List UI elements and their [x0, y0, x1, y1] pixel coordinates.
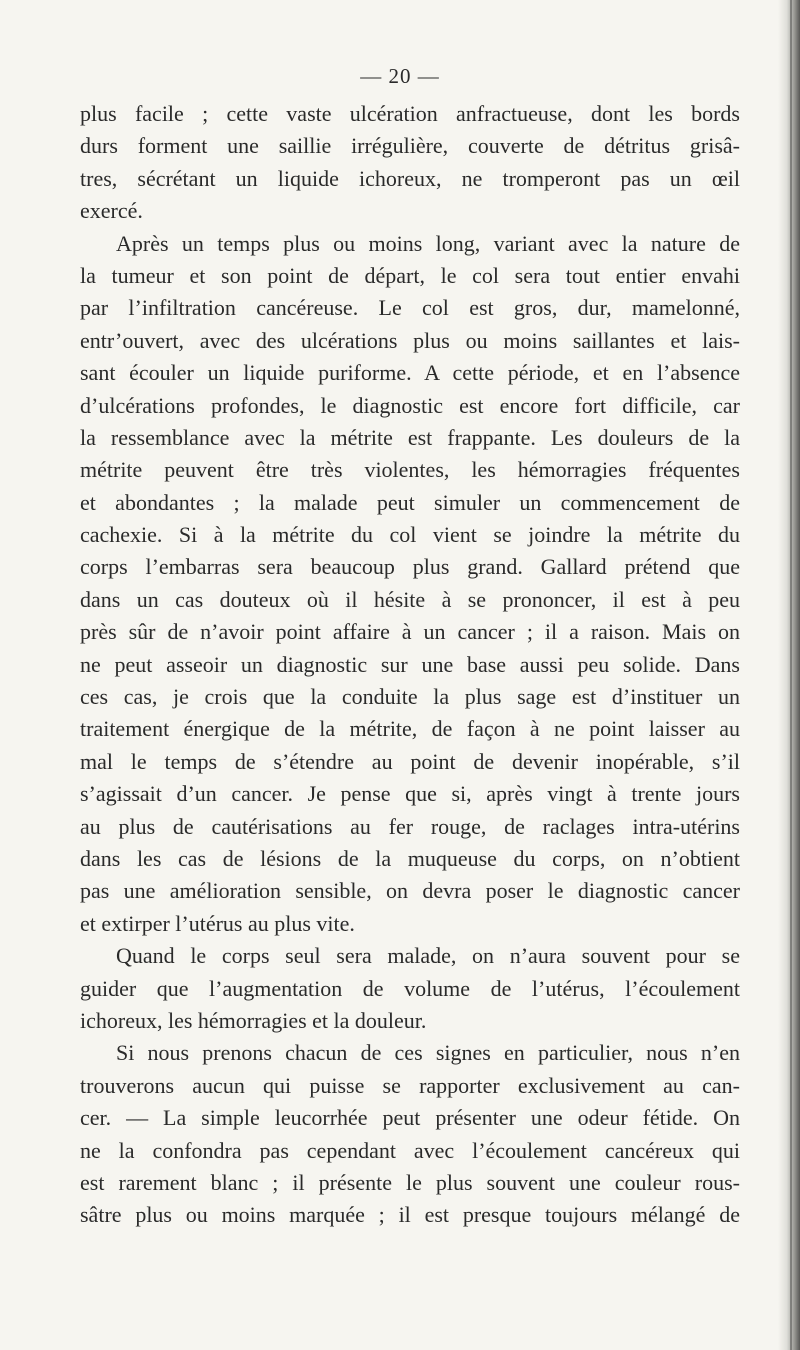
text-line: durs forment une saillie irrégulière, couverte de détritus grisâ-	[80, 133, 740, 159]
text-line: d’ulcérations profondes, le diagnostic est encore fort difficile, car	[80, 392, 740, 418]
text-line: cachexie. Si à la métrite du col vient se joindre la métrite du	[80, 522, 740, 548]
text-line: ne la confondra pas cependant avec l’écoulement cancéreux qui	[80, 1137, 740, 1163]
text-line: entr’ouvert, avec des ulcérations plus ou moins saillantes et lais-	[80, 327, 740, 353]
text-line: ne peut asseoir un diagnostic sur une base aussi peu solide. Dans	[80, 651, 740, 677]
page-number: — 20 —	[360, 64, 440, 88]
text-line: plus facile ; cette vaste ulcération anfractueuse, dont les bords	[80, 101, 740, 126]
text-line: Si nous prenons chacun de ces signes en particulier, nous n’en	[116, 1040, 740, 1066]
text-line: la ressemblance avec la métrite est frappante. Les douleurs de la	[80, 424, 740, 450]
text-line: est rarement blanc ; il présente le plus souvent une couleur rous-	[80, 1169, 740, 1195]
text-line: trouverons aucun qui puisse se rapporter exclusivement au can-	[80, 1072, 740, 1098]
text-line: dans un cas douteux où il hésite à se prononcer, il est à peu	[80, 586, 740, 612]
text-line: Après un temps plus ou moins long, variant avec la nature de	[116, 230, 740, 256]
page-edge-line	[790, 0, 792, 1350]
text-line: métrite peuvent être très violentes, les hémorragies fréquentes	[80, 457, 740, 483]
text-line: s’agissait d’un cancer. Je pense que si, après vingt à trente jours	[80, 781, 740, 807]
text-line: ces cas, je crois que la conduite la plus sage est d’instituer un	[80, 684, 740, 710]
text-line: et extirper l’utérus au plus vite.	[80, 910, 355, 936]
page-edge-shadow	[778, 0, 800, 1350]
text-line: ichoreux, les hémorragies et la douleur.	[80, 1007, 427, 1033]
body-text	[80, 98, 740, 1232]
text-line: corps l’embarras sera beaucoup plus grand. Gallard prétend que	[80, 554, 740, 580]
text-line: exercé.	[80, 198, 143, 224]
text-line: près sûr de n’avoir point affaire à un cancer ; il a raison. Mais on	[80, 619, 740, 645]
text-line: la tumeur et son point de départ, le col sera tout entier envahi	[80, 262, 740, 288]
text-line: guider que l’augmentation de volume de l’utérus, l’écoulement	[80, 975, 740, 1001]
text-line: traitement énergique de la métrite, de façon à ne point laisser au	[80, 716, 740, 742]
text-line: Quand le corps seul sera malade, on n’aura souvent pour se	[116, 943, 740, 969]
text-line: tres, sécrétant un liquide ichoreux, ne tromperont pas un œil	[80, 165, 740, 191]
text-line: et abondantes ; la malade peut simuler un commencement de	[80, 489, 740, 515]
text-line: mal le temps de s’étendre au point de devenir inopérable, s’il	[80, 748, 740, 774]
text-line: sâtre plus ou moins marquée ; il est presque toujours mélangé de	[80, 1202, 740, 1228]
text-line: dans les cas de lésions de la muqueuse du corps, on n’obtient	[80, 845, 740, 871]
text-line: pas une amélioration sensible, on devra poser le diagnostic cancer	[80, 878, 740, 904]
text-line: sant écouler un liquide puriforme. A cette période, et en l’absence	[80, 360, 740, 386]
text-line: cer. — La simple leucorrhée peut présenter une odeur fétide. On	[80, 1105, 740, 1131]
text-line: au plus de cautérisations au fer rouge, de raclages intra-utérins	[80, 813, 740, 839]
text-line: par l’infiltration cancéreuse. Le col est gros, dur, mamelonné,	[80, 295, 740, 321]
